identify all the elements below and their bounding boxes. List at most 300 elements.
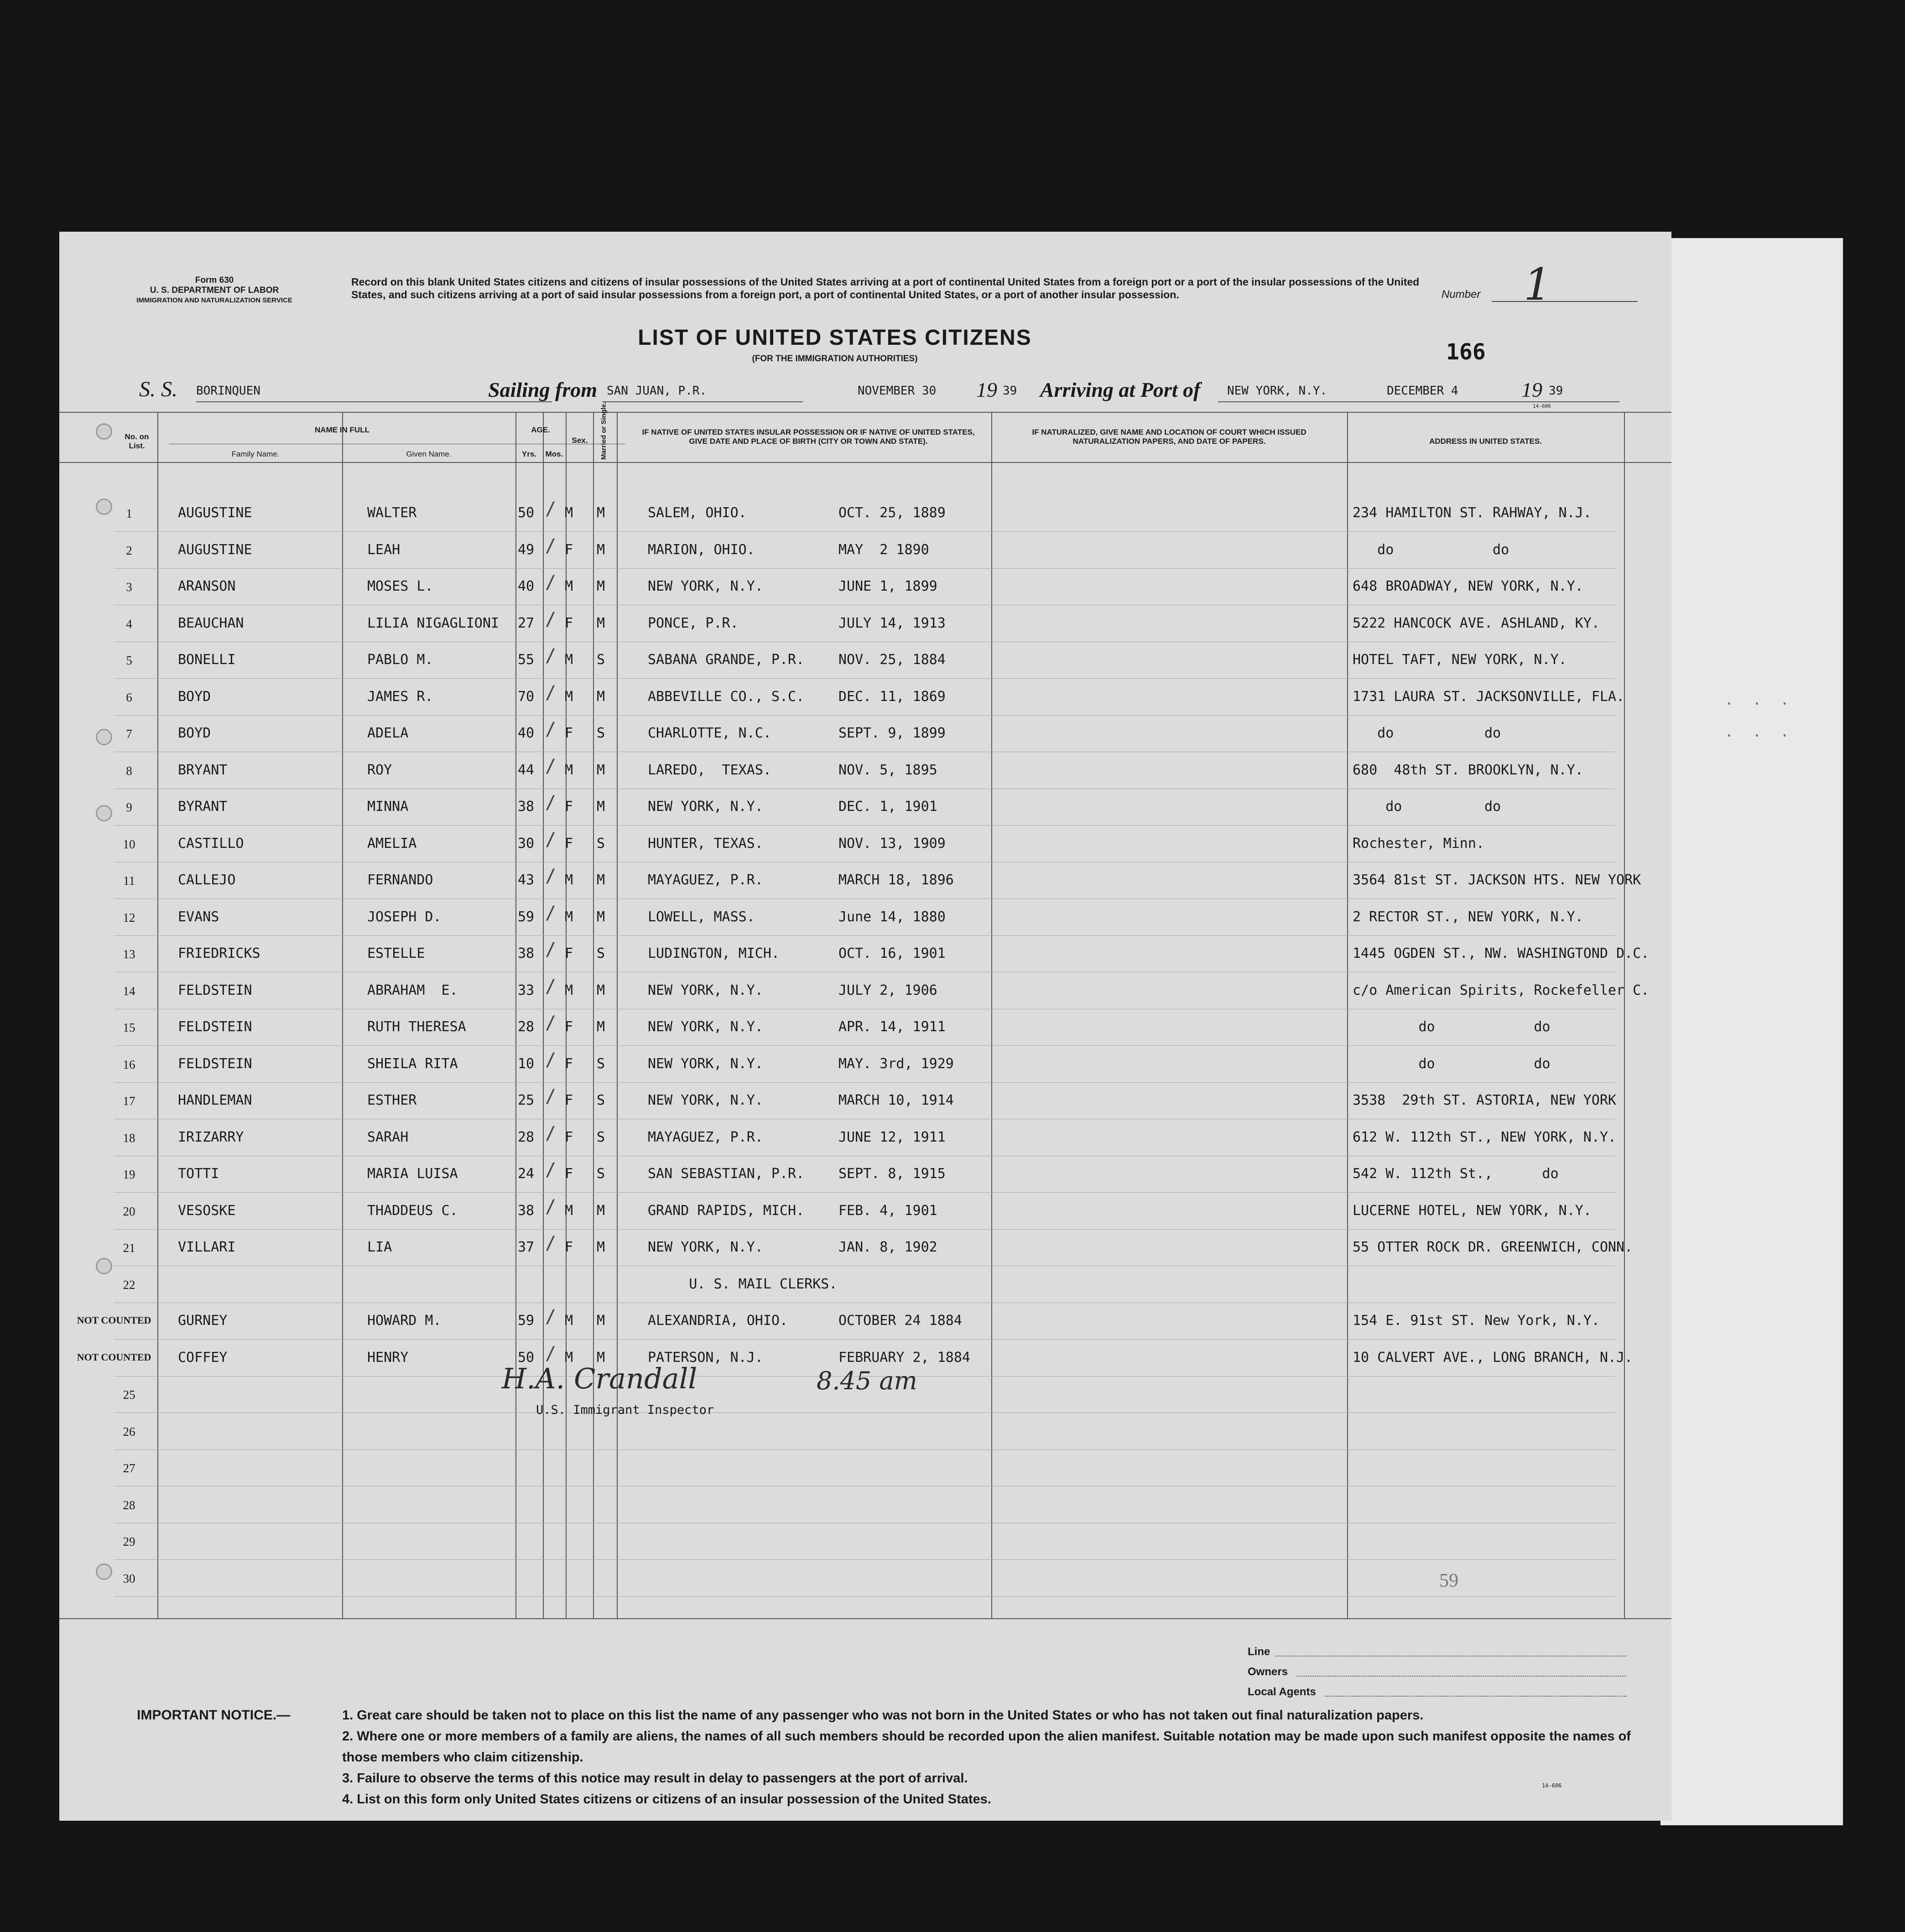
check-mark-icon: /	[545, 535, 557, 556]
row-number: 17	[123, 1094, 135, 1108]
row-number: 4	[126, 617, 132, 631]
check-mark-icon: /	[545, 1122, 557, 1144]
header-sex: Sex.	[572, 436, 588, 445]
birth-date: DEC. 1, 1901	[838, 799, 937, 815]
birth-place: CHARLOTTE, N.C.	[648, 725, 771, 741]
family-name: BOYD	[178, 688, 211, 705]
punch-hole	[96, 1563, 112, 1580]
birth-date: NOV. 25, 1884	[838, 652, 946, 668]
age-years: 25	[518, 1092, 535, 1108]
given-name: LILIA NIGAGLIONI	[367, 615, 499, 631]
row-number: 3	[126, 580, 132, 594]
table-top-rule	[59, 412, 1671, 413]
sex: M	[565, 1313, 573, 1329]
notice-item-1: 1. Great care should be taken not to place on this list the name of any passenger who was not born in the United States or who has not taken out final naturalization papers.	[342, 1708, 1424, 1723]
margin-dots: . . .	[1724, 691, 1794, 709]
table-row	[59, 1495, 1671, 1531]
marital-status: M	[597, 982, 605, 998]
marital-status: M	[597, 909, 605, 925]
age-years: 30	[518, 835, 535, 852]
row-number: 16	[123, 1057, 135, 1071]
marital-status: S	[597, 835, 605, 852]
header-address: ADDRESS IN UNITED STATES.	[1429, 437, 1542, 446]
table-row	[59, 1531, 1671, 1567]
marital-status: M	[597, 872, 605, 888]
given-name: ESTHER	[367, 1092, 417, 1108]
row-number: 13	[123, 947, 135, 961]
sex: F	[565, 725, 573, 741]
owners-field-label: Owners	[1248, 1666, 1288, 1678]
check-mark-icon: /	[545, 792, 557, 813]
table-row	[59, 939, 1671, 980]
birth-date: FEB. 4, 1901	[838, 1202, 937, 1219]
inspector-label: U.S. Immigrant Inspector	[536, 1403, 714, 1417]
age-years: 43	[518, 872, 535, 888]
given-name: ADELA	[367, 725, 409, 741]
age-years: 50	[518, 1349, 535, 1366]
marital-status: M	[597, 799, 605, 815]
given-name: SHEILA RITA	[367, 1055, 458, 1072]
table-row	[59, 1159, 1671, 1200]
punch-hole	[96, 1258, 112, 1274]
notice-item-3: 3. Failure to observe the terms of this notice may result in delay to passengers at the port of arrival.	[342, 1771, 968, 1786]
sex: M	[565, 652, 573, 668]
row-number: 27	[123, 1461, 135, 1475]
birth-place: ABBEVILLE CO., S.C.	[648, 688, 805, 705]
row-number: 11	[123, 874, 135, 888]
marital-status: S	[597, 1092, 605, 1108]
table-row	[59, 535, 1671, 576]
header-yrs: Yrs.	[521, 450, 537, 458]
check-mark-icon: /	[545, 1049, 557, 1070]
table-row	[59, 1196, 1671, 1237]
sex: M	[565, 505, 573, 521]
header-age: AGE.	[531, 426, 550, 434]
birth-date: June 14, 1880	[838, 909, 946, 925]
check-mark-icon: /	[545, 499, 557, 519]
row-number: 14	[123, 984, 135, 998]
sex: F	[565, 835, 573, 852]
marital-status: S	[597, 1055, 605, 1072]
marital-status: S	[597, 1166, 605, 1182]
address: do do	[1353, 1019, 1551, 1035]
sailing-port: SAN JUAN, P.R.	[607, 384, 707, 398]
sex: F	[565, 615, 573, 631]
ship-name: BORINQUEN	[196, 384, 260, 398]
given-name: AMELIA	[367, 835, 417, 852]
address: do do	[1353, 1055, 1551, 1072]
birth-place: LAREDO, TEXAS.	[648, 762, 771, 778]
age-years: 59	[518, 1313, 535, 1329]
given-name: MINNA	[367, 799, 409, 815]
birth-date: JUNE 12, 1911	[838, 1129, 946, 1145]
family-name: BRYANT	[178, 762, 228, 778]
row-number: 9	[126, 800, 132, 814]
birth-date: OCT. 16, 1901	[838, 945, 946, 961]
address: do do	[1353, 541, 1509, 558]
table-row	[59, 499, 1671, 539]
birth-place: LOWELL, MASS.	[648, 909, 755, 925]
sex: M	[565, 982, 573, 998]
sex: F	[565, 1055, 573, 1072]
birth-date: MAY. 3rd, 1929	[838, 1055, 954, 1072]
check-mark-icon: /	[545, 866, 557, 887]
row-number: 18	[123, 1131, 135, 1145]
birth-date: OCTOBER 24 1884	[838, 1313, 962, 1329]
given-name: ROY	[367, 762, 392, 778]
row-number: 28	[123, 1498, 135, 1512]
family-name: CASTILLO	[178, 835, 244, 852]
arrival-port: NEW YORK, N.Y.	[1227, 384, 1327, 398]
family-name: GURNEY	[178, 1313, 228, 1329]
sex: F	[565, 1129, 573, 1145]
address: 3538 29th ST. ASTORIA, NEW YORK	[1353, 1092, 1616, 1108]
table-row	[59, 1086, 1671, 1127]
birth-place: NEW YORK, N.Y.	[648, 799, 763, 815]
marital-status: M	[597, 1349, 605, 1366]
row-number: 20	[123, 1204, 135, 1218]
age-years: 28	[518, 1129, 535, 1145]
check-mark-icon: /	[545, 1306, 557, 1327]
arriving-label: Arriving at Port of	[1040, 378, 1201, 401]
birth-place: NEW YORK, N.Y.	[648, 1019, 763, 1035]
punch-hole	[96, 499, 112, 515]
sailing-year: 39	[1003, 384, 1017, 398]
marital-status: M	[597, 505, 605, 521]
family-name: ARANSON	[178, 578, 236, 594]
check-mark-icon: /	[545, 902, 557, 924]
given-name: HENRY	[367, 1349, 409, 1366]
table-row	[59, 608, 1671, 649]
header-mos: Mos.	[545, 450, 563, 458]
family-name: BONELLI	[178, 652, 236, 668]
family-name: BEAUCHAN	[178, 615, 244, 631]
department: U. S. DEPARTMENT OF LABOR	[150, 286, 279, 295]
birth-date: MARCH 10, 1914	[838, 1092, 954, 1108]
table-row	[59, 1122, 1671, 1163]
marital-status: M	[597, 1019, 605, 1035]
check-mark-icon: /	[545, 1013, 557, 1034]
birth-date: JAN. 8, 1902	[838, 1239, 937, 1255]
form-identifier	[105, 275, 324, 306]
marital-status: M	[597, 1202, 605, 1219]
page-stamp: 166	[1446, 339, 1486, 365]
notice-item-2: 2. Where one or more members of a family are aliens, the names of all such members should be recorded upon the alien manifest. Suitable notation may be made upon such manifest opposite the names of those members who claim citizenship.	[342, 1729, 1631, 1765]
age-years: 38	[518, 1202, 535, 1219]
sex: F	[565, 541, 573, 558]
sex: M	[565, 872, 573, 888]
address: 2 RECTOR ST., NEW YORK, N.Y.	[1353, 909, 1583, 925]
family-name: AUGUSTINE	[178, 505, 252, 521]
birth-place: MAYAGUEZ, P.R.	[648, 1129, 763, 1145]
family-name: IRIZARRY	[178, 1129, 244, 1145]
birth-date: NOV. 5, 1895	[838, 762, 937, 778]
notice-label: IMPORTANT NOTICE.—	[137, 1708, 291, 1723]
age-years: 28	[518, 1019, 535, 1035]
birth-place: LUDINGTON, MICH.	[648, 945, 780, 961]
birth-date: NOV. 13, 1909	[838, 835, 946, 852]
birth-date: MAY 2 1890	[838, 541, 929, 558]
birth-place: HUNTER, TEXAS.	[648, 835, 763, 852]
check-mark-icon: /	[545, 1343, 557, 1364]
marital-status: M	[597, 688, 605, 705]
form-code: 14-606	[1533, 403, 1551, 409]
address: 5222 HANCOCK AVE. ASHLAND, KY.	[1353, 615, 1600, 631]
age-years: 24	[518, 1166, 535, 1182]
family-name: BOYD	[178, 725, 211, 741]
page-total: 59	[1439, 1570, 1458, 1591]
table-row	[59, 1421, 1671, 1457]
address: 10 CALVERT AVE., LONG BRANCH, N.J.	[1353, 1349, 1633, 1366]
owners-field-rule	[1296, 1676, 1626, 1677]
check-mark-icon: /	[545, 1233, 557, 1254]
sex: M	[565, 909, 573, 925]
given-name: HOWARD M.	[367, 1313, 442, 1329]
age-years: 50	[518, 505, 535, 521]
given-name: ESTELLE	[367, 945, 425, 961]
marital-status: S	[597, 652, 605, 668]
form-number: Form 630	[195, 275, 234, 285]
age-years: 40	[518, 578, 535, 594]
birth-place: NEW YORK, N.Y.	[648, 1239, 763, 1255]
table-row	[59, 1233, 1671, 1273]
family-name: FELDSTEIN	[178, 1019, 252, 1035]
given-name: MARIA LUISA	[367, 1166, 458, 1182]
check-mark-icon: /	[545, 755, 557, 777]
marital-status: M	[597, 1313, 605, 1329]
row-number: 21	[123, 1241, 135, 1255]
header-naturalized: IF NATURALIZED, GIVE NAME AND LOCATION OF COURT WHICH ISSUED NATURALIZATION PAPERS, AND DATE OF PAPERS.	[1032, 428, 1306, 446]
address: do do	[1353, 799, 1501, 815]
age-years: 38	[518, 799, 535, 815]
birth-date: JULY 2, 1906	[838, 982, 937, 998]
family-name: VESOSKE	[178, 1202, 236, 1219]
table-row	[59, 1049, 1671, 1090]
punch-hole	[96, 423, 112, 440]
birth-date: JUNE 1, 1899	[838, 578, 937, 594]
age-years: 33	[518, 982, 535, 998]
row-number: 25	[123, 1388, 135, 1402]
check-mark-icon: /	[545, 1196, 557, 1217]
service: IMMIGRATION AND NATURALIZATION SERVICE	[136, 296, 292, 304]
header-family-name: Family Name.	[231, 450, 280, 458]
table-row	[59, 829, 1671, 870]
sex: F	[565, 1019, 573, 1035]
sex: F	[565, 1092, 573, 1108]
address: do do	[1353, 725, 1501, 741]
table-row	[59, 682, 1671, 723]
sex: M	[565, 762, 573, 778]
arrival-year: 39	[1549, 384, 1563, 398]
sex: F	[565, 945, 573, 961]
address: 542 W. 112th St., do	[1353, 1166, 1559, 1182]
header-given-name: Given Name.	[406, 450, 452, 458]
given-name: MOSES L.	[367, 578, 433, 594]
check-mark-icon: /	[545, 682, 557, 703]
arrival-line	[1218, 401, 1619, 402]
row-number: 7	[126, 727, 132, 741]
given-name: ABRAHAM E.	[367, 982, 458, 998]
marital-status: M	[597, 615, 605, 631]
address: Rochester, Minn.	[1353, 835, 1484, 852]
row-number: NOT COUNTED	[77, 1351, 151, 1363]
row-number: 1	[126, 507, 132, 520]
marital-status: M	[597, 762, 605, 778]
family-name: FELDSTEIN	[178, 982, 252, 998]
header-no: No. on List.	[125, 432, 149, 450]
number-label: Number	[1442, 288, 1481, 301]
table-row	[59, 792, 1671, 833]
agents-field-label: Local Agents	[1248, 1686, 1316, 1698]
sex: M	[565, 1202, 573, 1219]
port-line	[602, 401, 803, 402]
notice-code: 14-606	[1542, 1782, 1562, 1789]
row-number: 19	[123, 1168, 135, 1181]
header-married-single: Married or Single.	[600, 402, 608, 460]
birth-date: SEPT. 9, 1899	[838, 725, 946, 741]
table-row	[59, 755, 1671, 796]
manifest-sheet	[59, 232, 1671, 1821]
birth-date: FEBRUARY 2, 1884	[838, 1349, 970, 1366]
age-years: 44	[518, 762, 535, 778]
header-bottom-rule	[59, 462, 1671, 463]
list-number: 1	[1524, 259, 1552, 310]
birth-date: DEC. 11, 1869	[838, 688, 946, 705]
birth-place: GRAND RAPIDS, MICH.	[648, 1202, 805, 1219]
family-name: BYRANT	[178, 799, 228, 815]
address: 154 E. 91st ST. New York, N.Y.	[1353, 1313, 1600, 1329]
birth-date: OCT. 25, 1889	[838, 505, 946, 521]
row-number: 30	[123, 1571, 135, 1585]
sex: M	[565, 1349, 573, 1366]
given-name: THADDEUS C.	[367, 1202, 458, 1219]
table-row	[59, 719, 1671, 759]
birth-date: JULY 14, 1913	[838, 615, 946, 631]
table-row	[59, 866, 1671, 906]
record-note: Record on this blank United States citizens and citizens of insular possessions of the United States arriving at a port of continental United States from a foreign port or a port of the insular possessions of the United States, and such citizens arriving at a port of said insular possessions from a foreign port, a port of continental United States, or a port of another insular possession.	[351, 276, 1420, 301]
table-row	[59, 645, 1671, 686]
check-mark-icon: /	[545, 719, 557, 740]
agents-field-rule	[1325, 1696, 1626, 1697]
birth-place: PONCE, P.R.	[648, 615, 739, 631]
address: 234 HAMILTON ST. RAHWAY, N.J.	[1353, 505, 1592, 521]
birth-place: MAYAGUEZ, P.R.	[648, 872, 763, 888]
document-subtitle: (FOR THE IMMIGRATION AUTHORITIES)	[752, 354, 918, 364]
family-name: FELDSTEIN	[178, 1055, 252, 1072]
age-years: 59	[518, 909, 535, 925]
age-years: 55	[518, 652, 535, 668]
family-name: TOTTI	[178, 1166, 219, 1182]
table-row	[59, 902, 1671, 943]
check-mark-icon: /	[545, 976, 557, 997]
given-name: JOSEPH D.	[367, 909, 442, 925]
arrival-year-prefix: 19	[1521, 378, 1542, 401]
marital-status: M	[597, 541, 605, 558]
given-name: LIA	[367, 1239, 392, 1255]
address: 680 48th ST. BROOKLYN, N.Y.	[1353, 762, 1583, 778]
family-name: HANDLEMAN	[178, 1092, 252, 1108]
age-years: 37	[518, 1239, 535, 1255]
punch-hole	[96, 729, 112, 745]
birth-place: NEW YORK, N.Y.	[648, 982, 763, 998]
age-years: 10	[518, 1055, 535, 1072]
birth-place: PATERSON, N.J.	[648, 1349, 763, 1366]
marital-status: M	[597, 1239, 605, 1255]
given-name: SARAH	[367, 1129, 409, 1145]
given-name: LEAH	[367, 541, 401, 558]
row-number: 22	[123, 1278, 135, 1292]
family-name: FRIEDRICKS	[178, 945, 260, 961]
family-name: VILLARI	[178, 1239, 236, 1255]
family-name: CALLEJO	[178, 872, 236, 888]
table-row	[59, 1306, 1671, 1347]
notice-item-4: 4. List on this form only United States citizens or citizens of an insular possession of the United States.	[342, 1792, 991, 1807]
row-number: 2	[126, 543, 132, 557]
row-number: 10	[123, 837, 135, 851]
birth-date: MARCH 18, 1896	[838, 872, 954, 888]
birth-place: NEW YORK, N.Y.	[648, 1055, 763, 1072]
sex: M	[565, 688, 573, 705]
age-years: 27	[518, 615, 535, 631]
document-title: LIST OF UNITED STATES CITIZENS	[638, 326, 1032, 350]
signature-time: 8.45 am	[817, 1366, 917, 1395]
row-number: 8	[126, 763, 132, 778]
address: 612 W. 112th ST., NEW YORK, N.Y.	[1353, 1129, 1616, 1145]
birth-place: MARION, OHIO.	[648, 541, 755, 558]
table-row	[59, 572, 1671, 613]
table-row	[59, 1013, 1671, 1053]
address: c/o American Spirits, Rockefeller C.	[1353, 982, 1650, 998]
row-number: 12	[123, 910, 135, 924]
table-row	[59, 1568, 1671, 1604]
important-notice	[137, 1705, 1642, 1810]
age-years: 38	[518, 945, 535, 961]
given-name: RUTH THERESA	[367, 1019, 466, 1035]
margin-dots: . . .	[1724, 722, 1794, 741]
age-years: 49	[518, 541, 535, 558]
sailing-year-prefix: 19	[976, 378, 997, 401]
check-mark-icon: /	[545, 939, 557, 960]
check-mark-icon: /	[545, 1159, 557, 1180]
birth-place: SABANA GRANDE, P.R.	[648, 652, 805, 668]
check-mark-icon: /	[545, 829, 557, 850]
row-number: 6	[126, 690, 132, 704]
sex: F	[565, 1166, 573, 1182]
punch-hole	[96, 805, 112, 821]
address: 648 BROADWAY, NEW YORK, N.Y.	[1353, 578, 1583, 594]
address: 55 OTTER ROCK DR. GREENWICH, CONN.	[1353, 1239, 1633, 1255]
check-mark-icon: /	[545, 608, 557, 630]
age-years: 70	[518, 688, 535, 705]
birth-place: SAN SEBASTIAN, P.R.	[648, 1166, 805, 1182]
birth-place: ALEXANDRIA, OHIO.	[648, 1313, 788, 1329]
check-mark-icon: /	[545, 572, 557, 593]
underlying-sheet	[1660, 238, 1843, 1825]
given-name: JAMES R.	[367, 688, 433, 705]
sex: F	[565, 1239, 573, 1255]
birth-date: SEPT. 8, 1915	[838, 1166, 946, 1182]
family-name: EVANS	[178, 909, 219, 925]
birth-place: U. S. MAIL CLERKS.	[648, 1276, 838, 1292]
birth-date: APR. 14, 1911	[838, 1019, 946, 1035]
check-mark-icon: /	[545, 645, 557, 666]
given-name: WALTER	[367, 505, 417, 521]
inspector-signature: H.A. Crandall	[502, 1362, 697, 1395]
marital-status: S	[597, 725, 605, 741]
sailing-label: Sailing from	[488, 378, 598, 401]
birth-place: NEW YORK, N.Y.	[648, 578, 763, 594]
table-row	[59, 1274, 1671, 1310]
